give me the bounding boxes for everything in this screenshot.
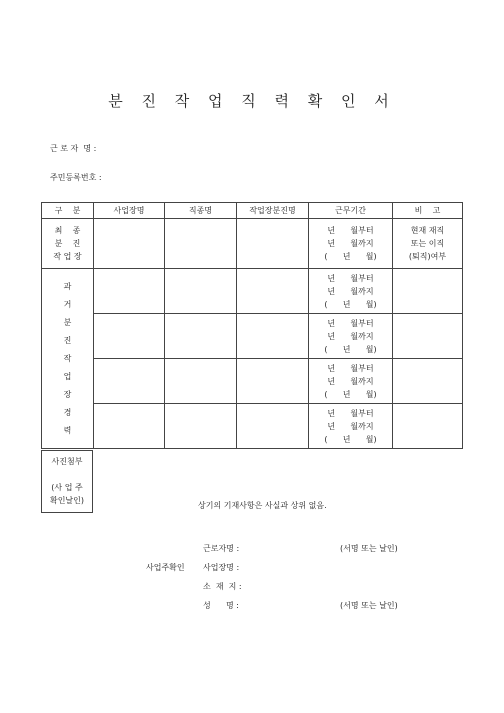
document-title: 분 진 작 업 직 력 확 인 서 <box>108 92 396 110</box>
recent-dust-cell[interactable] <box>237 219 309 269</box>
table-row-past <box>42 404 463 449</box>
employer-confirm-label: 사업주확인 <box>146 563 185 572</box>
table-row-past <box>42 269 463 314</box>
past-period-cell: 년 월부터 년 월까지 ( 년 월) <box>309 404 393 449</box>
past-company-cell[interactable] <box>94 404 165 449</box>
past-remark-cell[interactable] <box>393 314 463 359</box>
table-row-past <box>42 359 463 404</box>
past-remark-cell[interactable] <box>393 269 463 314</box>
past-company-cell[interactable] <box>94 269 165 314</box>
header-work-period: 근무기간 <box>309 203 393 219</box>
past-remark-cell[interactable] <box>393 359 463 404</box>
recent-company-cell[interactable] <box>94 219 165 269</box>
past-job-cell[interactable] <box>165 314 237 359</box>
past-dust-cell[interactable] <box>237 314 309 359</box>
table-header-row <box>42 203 463 219</box>
header-job-type: 직종명 <box>165 203 237 219</box>
resident-number-label: 주민등록번호 : <box>50 173 102 182</box>
signature-worker-label: 근로자명 : <box>203 544 240 553</box>
past-workplace-label: 과 거 분 진 작 업 장 경 력 <box>42 269 94 449</box>
work-history-table <box>41 202 463 449</box>
recent-period-cell: 년 월부터 년 월까지 ( 년 월) <box>309 219 393 269</box>
header-remarks: 비 고 <box>393 203 463 219</box>
confirmation-statement: 상기의 기재사항은 사실과 상위 없음. <box>198 501 327 510</box>
worker-name-label: 근 로 자 명 : <box>50 144 97 153</box>
past-period-cell: 년 월부터 년 월까지 ( 년 월) <box>309 314 393 359</box>
past-dust-cell[interactable] <box>237 269 309 314</box>
past-job-cell[interactable] <box>165 404 237 449</box>
past-company-cell[interactable] <box>94 314 165 359</box>
past-job-cell[interactable] <box>165 359 237 404</box>
past-dust-cell[interactable] <box>237 359 309 404</box>
past-job-cell[interactable] <box>165 269 237 314</box>
header-category: 구 분 <box>42 203 94 219</box>
signature-name-label: 성 명 : <box>203 601 239 610</box>
table-row-past <box>42 314 463 359</box>
header-company-name: 사업장명 <box>94 203 165 219</box>
signature-worker-note: (서명 또는 날인) <box>340 544 398 553</box>
signature-address-label: 소 재 지 : <box>203 582 242 591</box>
past-remark-cell[interactable] <box>393 404 463 449</box>
recent-workplace-label: 최 종 분 진 작 업 장 <box>42 219 94 269</box>
signature-name-note: (서명 또는 날인) <box>340 601 398 610</box>
past-period-cell: 년 월부터 년 월까지 ( 년 월) <box>309 269 393 314</box>
header-dust-name: 작업장분진명 <box>237 203 309 219</box>
past-dust-cell[interactable] <box>237 404 309 449</box>
recent-remark-cell: 현재 재직 또는 이직 (퇴직)여부 <box>393 219 463 269</box>
past-period-cell: 년 월부터 년 월까지 ( 년 월) <box>309 359 393 404</box>
past-company-cell[interactable] <box>94 359 165 404</box>
signature-company-label: 사업장명 : <box>203 563 240 572</box>
recent-job-cell[interactable] <box>165 219 237 269</box>
table-row-recent <box>42 219 463 269</box>
photo-attachment-box[interactable]: 사진첨부 (사 업 주 확인날인) <box>41 450 93 513</box>
